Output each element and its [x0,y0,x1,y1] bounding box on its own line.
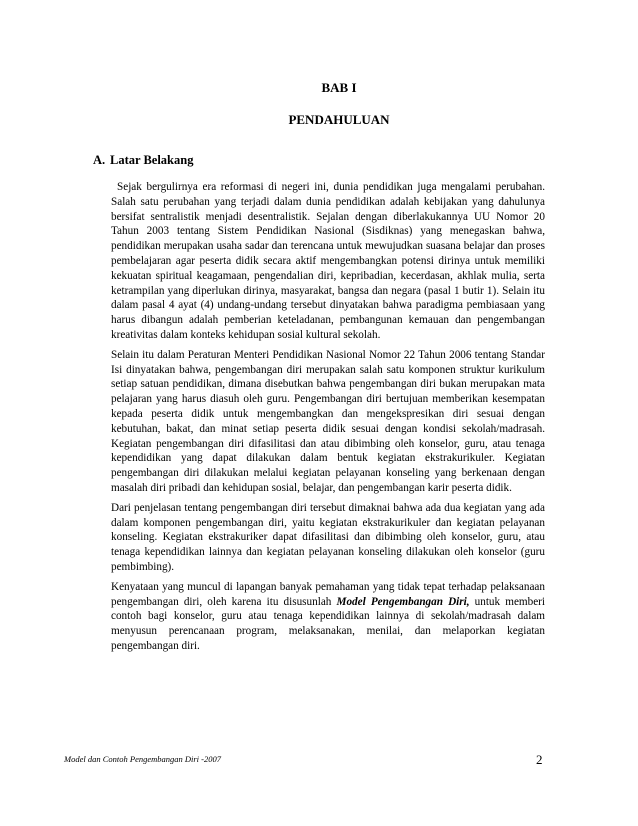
footer-text: Model dan Contoh Pengembangan Diri -2007 [64,754,221,764]
paragraph-4-after: untuk memberi contoh bagi konselor, guru atau tenaga kependidikan lainnya di sekolah/madrasah dalam menyusun perencanaan program, melaksanakan, menilai, dan melaporkan kegiatan pengembangan diri. [111,595,545,652]
paragraph-4-emphasis: Model Pengembangan Diri, [336,595,470,608]
paragraph-3: Dari penjelasan tentang pengembangan diri tersebut dimaknai bahwa ada dua kegiatan yang ada dalam komponen pengembangan diri, yaitu kegiatan ekstrakurikuler dan kegiatan pelayanan konseling. Kegiatan ekstrakuriker dapat difasilitasi dan dibimbing oleh konselor, guru, atau tenaga kependidikan lainnya dan kegiatan pelayanan konseling dilakukan oleh konselor (guru pembimbing). [111,501,545,573]
chapter-number: BAB I [321,80,357,95]
paragraph-2: Selain itu dalam Peraturan Menteri Pendidikan Nasional Nomor 22 Tahun 2006 tentang Standar Isi dinyatakan bahwa, pengembangan diri merupakan salah satu komponen struktur kurikulum setiap satuan pendidikan, dimana disebutkan bahwa pengembangan diri bukan merupakan mata pelajaran yang harus diasuh oleh guru. Pengembangan diri bertujuan memberikan kesempatan kepada peserta didik untuk mengembangkan dan mengekspresikan diri sesuai dengan kebutuhan, bakat, dan minat setiap peserta didik sesuai dengan kondisi sekolah/madrasah. Kegiatan pengembangan diri difasilitasi dan atau dibimbing oleh konselor, guru, atau tenaga kependidikan yang dapat dilakukan dalam bentuk kegiatan ekstrakurikuler. Kegiatan pengembangan diri dilakukan melalui kegiatan pelayanan konseling yang berkenaan dengan masalah diri pribadi dan kehidupan sosial, belajar, dan pengembangan karir peserta didik. [111,348,545,494]
section-number: A. [93,153,106,167]
page-number: 2 [536,752,543,767]
paragraph-4-before: Kenyataan yang muncul di lapangan banyak pemahaman yang tidak tepat terhadap pelaksanaan pengembangan diri, oleh karena itu disusunlah [111,580,545,608]
paragraph-1: Sejak bergulirnya era reformasi di negeri ini, dunia pendidikan juga mengalami perubahan. Salah satu perubahan yang terjadi dalam dunia pendidikan adalah kebijakan yang dahulunya bersifat sentralistik menjadi desentralistik. Sejalan dengan diberlakukannya UU Nomor 20 Tahun 2003 tentang Sistem Pendidikan Nasional (Sisdiknas) yang menegaskan bahwa, pendidikan merupakan usaha sadar dan terencana untuk mewujudkan suasana belajar dan proses pembelajaran agar peserta didik secara aktif mengembangkan potensi dirinya untuk memiliki kekuatan spiritual keagamaan, pengendalian diri, kepribadian, kecerdasan, akhlak mulia, serta ketrampilan yang diperlukan dirinya, masyarakat, bangsa dan negara (pasal 1 butir 1). Selain itu dalam pasal 4 ayat (4) undang-undang tersebut dinyatakan bahwa paradigma pembiasaan yang harus dibangun adalah pemberian keteladanan, pembangunan kemauan dan pengembangan kreativitas dalam konteks kehidupan sosial kultural sekolah. [111,181,545,341]
chapter-title: PENDAHULUAN [288,112,390,127]
section-title: Latar Belakang [110,153,194,167]
section-heading [93,153,193,168]
paragraph-4 [111,580,545,654]
body-text [111,180,545,659]
